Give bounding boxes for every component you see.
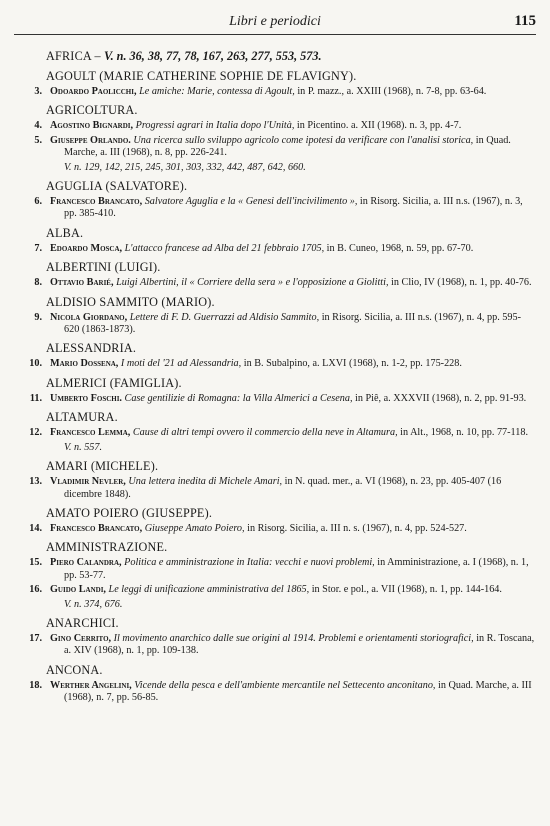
heading-text: AMATO POIERO (GIUSEPPE).	[46, 505, 213, 520]
entry-citation: in Risorg. Sicilia, a. III n. s. (1967), n. 4, pp. 524-527.	[247, 522, 467, 534]
entry-number: 13.	[29, 476, 42, 488]
heading-text: ANCONA.	[46, 662, 103, 677]
entry-title: Progressi agrari in Italia dopo l'Unità,	[135, 120, 295, 132]
entry-citation: in Stor. e pol., a. VII (1968), n. 1, pp. 144-164.	[311, 584, 502, 596]
entry-title: Salvatore Aguglia e la « Genesi dell'incivilimento »,	[144, 196, 358, 208]
entry-number: 18.	[29, 679, 42, 691]
entry-author: Vladimir Nevler,	[50, 476, 126, 488]
see-also-reference: V. n. 557.	[64, 441, 103, 453]
entry-author: Edoardo Mosca,	[50, 242, 123, 254]
bibliography-entry	[14, 196, 536, 221]
bibliography-entry	[14, 680, 536, 705]
bibliography-entry	[14, 86, 536, 98]
entry-title: Case gentilizie di Romagna: la Villa Almerici a Cesena,	[124, 392, 353, 404]
entry-citation: in Amministrazione, a. I (1968), n. 1, pp. 53-77.	[64, 557, 529, 581]
entry-title: Luigi Albertini, il « Corriere della sera » e l'opposizione a Giolitti,	[116, 277, 389, 289]
entry-number: 17.	[29, 632, 42, 644]
section-heading	[46, 506, 536, 521]
heading-text: ALBA.	[46, 225, 84, 240]
heading-text: ALMERICI (FAMIGLIA).	[46, 375, 182, 390]
entry-author: Francesco Brancato,	[50, 196, 143, 208]
entry-title: L'attacco francese ad Alba del 21 febbraio 1705,	[124, 242, 325, 254]
entry-citation: in Risorg. Sicilia, a. III n.s. (1967), n. 3, pp. 385-410.	[64, 196, 523, 220]
section-heading	[46, 663, 536, 678]
section-heading	[46, 459, 536, 474]
heading-text: AFRICA –	[46, 49, 101, 63]
bibliography-entry	[14, 358, 536, 370]
section-heading	[46, 616, 536, 631]
entry-author: Francesco Lemma,	[50, 427, 131, 439]
entry-title: Vicende della pesca e dell'ambiente mercantile nel Settecento anconitano,	[134, 679, 436, 691]
bibliography-entry	[14, 523, 536, 535]
entry-number: 14.	[29, 522, 42, 534]
bibliography-entry	[14, 427, 536, 439]
bibliography-list	[14, 49, 536, 705]
entry-number: 6.	[34, 196, 42, 208]
running-title: Libri e periodici	[229, 14, 321, 29]
bibliography-entry	[14, 243, 536, 255]
heading-text: AGOULT (MARIE CATHERINE SOPHIE DE FLAVIGNY).	[46, 69, 357, 83]
entry-number: 4.	[34, 120, 42, 132]
bibliography-entry	[14, 584, 536, 596]
entry-number: 7.	[34, 242, 42, 254]
entry-author: Ottavio Barié,	[50, 277, 114, 289]
section-heading	[46, 341, 536, 356]
entry-title: Una lettera inedita di Michele Amari,	[128, 476, 283, 488]
heading-text: ALDISIO SAMMITO (MARIO).	[46, 294, 215, 309]
see-also-reference: V. n. 374, 676.	[64, 598, 123, 610]
heading-text: ALESSANDRIA.	[46, 341, 137, 356]
bibliography-entry	[14, 476, 536, 501]
entry-title: Lettere di F. D. Guerrazzi ad Aldisio Sammito,	[129, 311, 320, 323]
entry-number: 16.	[29, 584, 42, 596]
entry-citation: in B. Subalpino, a. LXVI (1968), n. 1-2, pp. 175-228.	[243, 358, 462, 370]
section-heading	[46, 69, 536, 84]
entry-number: 3.	[34, 86, 42, 97]
bibliography-entry	[14, 120, 536, 132]
entry-title: I moti del '21 ad Alessandria,	[120, 358, 242, 370]
entry-author: Mario Dossena,	[50, 358, 119, 370]
bibliography-entry	[14, 557, 536, 582]
entry-title: Il movimento anarchico dalle sue origini al 1914. Problemi e orientamenti storiografici,	[113, 632, 474, 644]
heading-text: ANARCHICI.	[46, 615, 119, 630]
bibliography-entry	[14, 312, 536, 337]
heading-text: AMARI (MICHELE).	[46, 459, 159, 474]
entry-citation: in N. quad. mer., a. VI (1968), n. 23, pp. 405-407 (16 dicembre 1848).	[64, 476, 502, 500]
entry-title: Cause di altri tempi ovvero il commercio della neve in Altamura,	[132, 427, 398, 439]
entry-citation: in Clio, IV (1968), n. 1, pp. 40-76.	[391, 277, 532, 289]
section-heading	[46, 226, 536, 241]
cross-reference: V. n. 36, 38, 77, 78, 167, 263, 277, 553, 573.	[104, 49, 322, 63]
entry-author: Giuseppe Orlando.	[50, 134, 131, 146]
entry-author: Piero Calandra,	[50, 557, 122, 569]
section-heading	[46, 540, 536, 555]
entry-citation: in Quad. Marche, a. III (1968), n. 8, pp. 226-241.	[64, 134, 511, 159]
bibliography-entry	[14, 277, 536, 289]
entry-citation: in Quad. Marche, a. III (1968), n. 7, pp. 56-85.	[64, 679, 532, 704]
entry-title: Politica e amministrazione in Italia: vecchi e nuovi problemi,	[124, 557, 375, 569]
bibliography-entry	[14, 135, 536, 160]
bibliography-entry	[14, 393, 536, 405]
entry-title: Una ricerca sullo sviluppo agricolo come ipotesi da verificare con l'analisi storica,	[133, 134, 474, 146]
section-heading	[46, 295, 536, 310]
entry-author: Gino Cerrito,	[50, 632, 112, 644]
entry-author: Francesco Brancato,	[50, 522, 143, 534]
section-heading	[46, 179, 536, 194]
entry-citation: in Alt., 1968, n. 10, pp. 77-118.	[400, 427, 528, 439]
page-number: 115	[514, 13, 536, 29]
entry-citation: in B. Cuneo, 1968, n. 59, pp. 67-70.	[326, 242, 474, 254]
entry-number: 10.	[29, 358, 42, 370]
entry-author: Werther Angelini,	[50, 679, 132, 691]
entry-number: 5.	[34, 134, 42, 146]
section-heading	[46, 103, 536, 118]
entry-author: Agostino Bignardi,	[50, 120, 134, 132]
entry-number: 15.	[29, 557, 42, 569]
section-heading	[46, 260, 536, 275]
entry-title: Le amiche: Marie, contessa di Agoult,	[139, 86, 295, 97]
section-heading	[46, 410, 536, 425]
section-heading	[46, 376, 536, 391]
entry-author: Odoardo Paolicchi,	[50, 86, 137, 97]
entry-number: 9.	[34, 311, 42, 323]
entry-title: Giuseppe Amato Poiero,	[144, 522, 245, 534]
heading-text: ALTAMURA.	[46, 410, 118, 425]
entry-citation: in P. mazz., a. XXIII (1968), n. 7-8, pp. 63-64.	[297, 86, 487, 97]
entry-number: 11.	[29, 392, 42, 404]
page-header	[14, 12, 536, 35]
entry-number: 8.	[34, 277, 42, 289]
entry-number: 12.	[29, 427, 42, 439]
entry-title: Le leggi di unificazione amministrativa del 1865,	[108, 584, 310, 596]
bibliography-entry	[14, 633, 536, 658]
heading-text: AMMINISTRAZIONE.	[46, 540, 168, 555]
see-also-reference: V. n. 129, 142, 215, 245, 301, 303, 332, 442, 487, 642, 660.	[64, 161, 306, 173]
entry-author: Nicola Giordano,	[50, 311, 128, 323]
section-heading	[46, 49, 536, 64]
entry-author: Guido Landi,	[50, 584, 106, 596]
heading-text: AGRICOLTURA.	[46, 103, 138, 118]
entry-citation: in Picentino. a. XII (1968). n. 3, pp. 4-7.	[296, 120, 462, 132]
entry-author: Umberto Foschi.	[50, 392, 122, 404]
heading-text: AGUGLIA (SALVATORE).	[46, 179, 188, 194]
entry-citation: in R. Toscana, a. XIV (1968), n. 1, pp. 109-138.	[64, 632, 535, 657]
entry-citation: in Piê, a. XXXVII (1968), n. 2, pp. 91-93.	[355, 392, 527, 404]
heading-text: ALBERTINI (LUIGI).	[46, 260, 161, 275]
entry-citation: in Risorg. Sicilia, a. III n.s. (1967), n. 4, pp. 595-620 (1863-1873).	[64, 311, 521, 336]
